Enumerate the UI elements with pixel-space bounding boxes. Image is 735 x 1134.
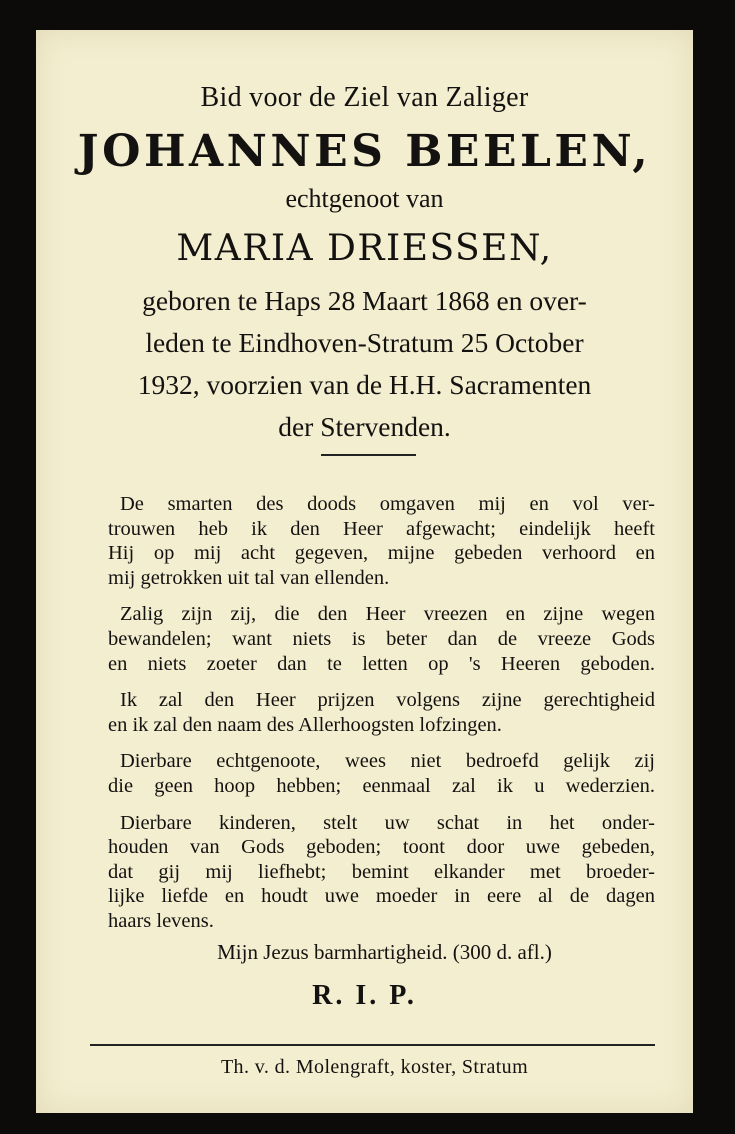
verse-1: [108, 492, 655, 590]
verse-line: haars levens.: [108, 909, 214, 932]
memorial-card: [36, 30, 693, 1113]
verse-4: [108, 749, 655, 798]
verse-line: trouwen heb ik den Heer afgewacht; eindelijk heeft: [108, 517, 655, 540]
verse-line: mij getrokken uit tal van ellenden.: [108, 566, 390, 589]
biography-line: der Stervenden.: [278, 411, 451, 442]
verse-2: [108, 602, 655, 676]
biography-line: geboren te Haps 28 Maart 1868 en over-: [142, 285, 587, 316]
header-prayer: Bid voor de Ziel van Zaliger: [200, 82, 529, 113]
verse-line: en niets zoeter dan te letten op 's Heeren geboden.: [108, 652, 655, 675]
verse-line: Ik zal den Heer prijzen volgens zijne gerechtigheid: [120, 689, 655, 712]
verse-line: die geen hoop hebben; eenmaal zal ik u wederzien.: [108, 774, 655, 797]
biography-line: 1932, voorzien van de H.H. Sacramenten: [137, 369, 592, 400]
verse-line: Dierbare echtgenoote, wees niet bedroefd gelijk zij: [120, 750, 655, 773]
verse-line: en ik zal den naam des Allerhoogsten lofzingen.: [108, 713, 502, 736]
verse-line: bewandelen; want niets is beter dan de vreeze Gods: [108, 627, 655, 650]
divider-short: [321, 454, 416, 456]
spouse-intro: echtgenoot van: [285, 184, 444, 213]
verses: [108, 492, 655, 946]
printer-credit: Th. v. d. Molengraft, koster, Stratum: [220, 1056, 529, 1078]
verse-line: houden van Gods geboden; toont door uwe gebeden,: [108, 836, 655, 859]
rip-text: R. I. P.: [312, 980, 417, 1011]
verse-5: [108, 811, 655, 934]
divider-long: [90, 1044, 655, 1046]
biography-line: leden te Eindhoven-Stratum 25 October: [145, 327, 584, 358]
verse-line: Zalig zijn zij, die den Heer vreezen en zijne wegen: [120, 603, 655, 626]
verse-line: Hij op mij acht gegeven, mijne gebeden verhoord en: [108, 542, 655, 565]
biography: [80, 280, 649, 448]
verse-line: De smarten des doods omgaven mij en vol ver-: [120, 493, 655, 515]
indulgence-prayer: Mijn Jezus barmhartigheid. (300 d. afl.): [217, 940, 552, 964]
deceased-name: JOHANNES BEELEN,: [77, 126, 652, 177]
verse-3: [108, 688, 655, 737]
verse-line: Dierbare kinderen, stelt uw schat in het onder-: [120, 811, 655, 834]
verse-line: dat gij mij liefhebt; bemint elkander met broeder-: [108, 860, 655, 883]
spouse-name: MARIA DRIESSEN,: [176, 228, 553, 269]
verse-line: lijke liefde en houdt uwe moeder in eere al de dagen: [108, 885, 655, 908]
